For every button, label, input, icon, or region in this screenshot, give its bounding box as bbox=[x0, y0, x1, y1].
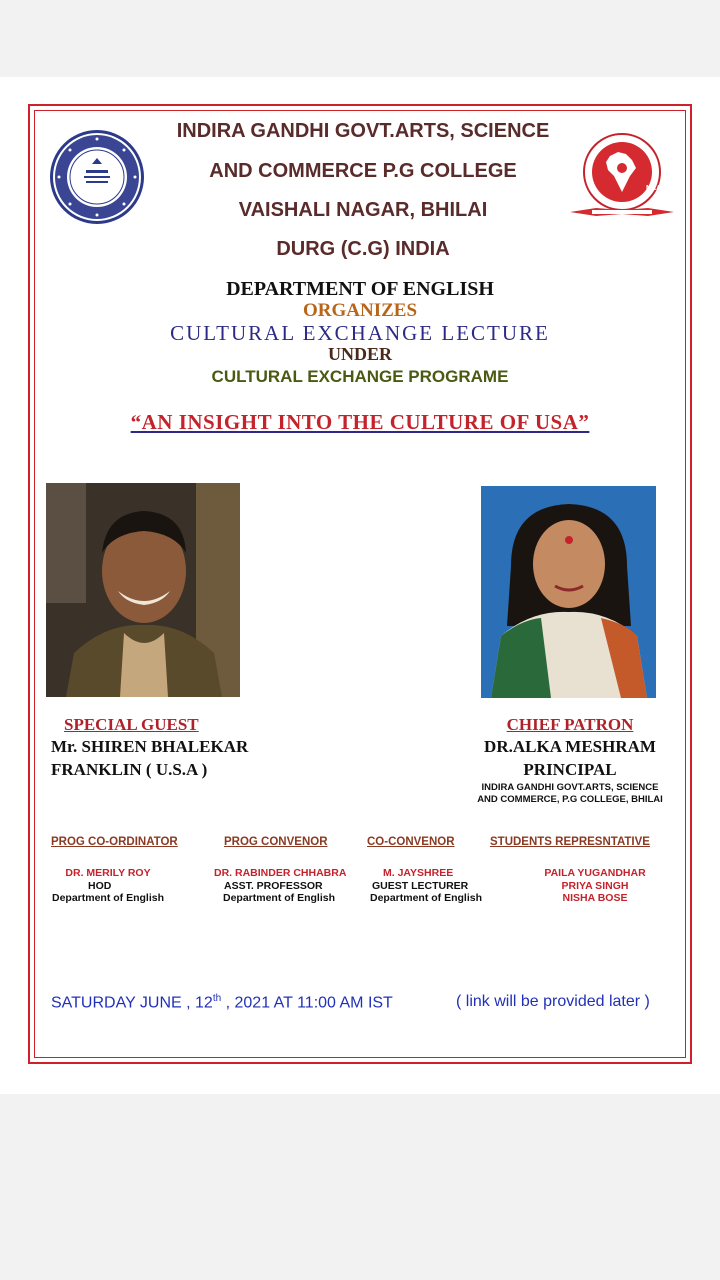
coordinator-department: Department of English bbox=[52, 892, 165, 904]
under-label: UNDER bbox=[327, 344, 392, 364]
chief-patron-name: DR.ALKA MESHRAM bbox=[484, 737, 656, 756]
convenor-designation: ASST. PROFESSOR bbox=[224, 880, 323, 892]
co-convenor-department: Department of English bbox=[370, 892, 483, 904]
college-address-line: VAISHALI NAGAR, BHILAI bbox=[238, 199, 488, 221]
coordinator-designation: HOD bbox=[88, 880, 112, 892]
chief-patron-college-line2: AND COMMERCE, P.G COLLEGE, BHILAI bbox=[477, 794, 663, 805]
college-location-line: DURG (C.G) INDIA bbox=[276, 238, 450, 260]
committee-heading-co-convenor: CO-CONVENOR bbox=[367, 836, 455, 848]
student-rep-3: NISHA BOSE bbox=[562, 892, 628, 904]
special-guest-role: SPECIAL GUEST bbox=[64, 715, 199, 734]
organizes-label: ORGANIZES bbox=[302, 300, 418, 321]
student-rep-2: PRIYA SINGH bbox=[561, 880, 629, 892]
convenor-name: DR. RABINDER CHHABRA bbox=[214, 867, 347, 879]
chief-patron-college-line1: INDIRA GANDHI GOVT.ARTS, SCIENCE bbox=[481, 782, 659, 793]
special-guest-place: FRANKLIN ( U.S.A ) bbox=[51, 760, 208, 779]
link-note: ( link will be provided later ) bbox=[456, 993, 650, 1010]
co-convenor-designation: GUEST LECTURER bbox=[372, 880, 469, 892]
event-date-time: SATURDAY JUNE , 12th , 2021 AT 11:00 AM IST bbox=[51, 993, 393, 1012]
college-name-line2: AND COMMERCE P.G COLLEGE bbox=[209, 160, 517, 182]
committee-heading-convenor: PROG CONVENOR bbox=[224, 836, 328, 848]
student-rep-1: PAILA YUGANDHAR bbox=[544, 867, 646, 879]
coordinator-name: DR. MERILY ROY bbox=[65, 867, 151, 879]
special-guest-name: Mr. SHIREN BHALEKAR bbox=[51, 737, 249, 756]
committee-heading-coordinator: PROG CO-ORDINATOR bbox=[51, 836, 178, 848]
chief-patron-title: PRINCIPAL bbox=[523, 760, 617, 779]
programme-title: CULTURAL EXCHANGE PROGRAME bbox=[211, 367, 509, 386]
co-convenor-name: M. JAYSHREE bbox=[383, 867, 454, 879]
chief-patron-photo bbox=[481, 486, 656, 698]
lecture-title: CULTURAL EXCHANGE LECTURE bbox=[170, 321, 550, 345]
committee-heading-students: STUDENTS REPRESNTATIVE bbox=[490, 836, 650, 848]
chief-patron-role: CHIEF PATRON bbox=[506, 715, 634, 734]
college-name-line1: INDIRA GANDHI GOVT.ARTS, SCIENCE bbox=[176, 120, 550, 142]
lecture-topic: “AN INSIGHT INTO THE CULTURE OF USA” bbox=[130, 410, 590, 434]
special-guest-photo bbox=[46, 483, 240, 697]
convenor-department: Department of English bbox=[223, 892, 336, 904]
department-heading: DEPARTMENT OF ENGLISH bbox=[226, 278, 494, 300]
svg-text:NAAC: NAAC bbox=[646, 185, 667, 192]
